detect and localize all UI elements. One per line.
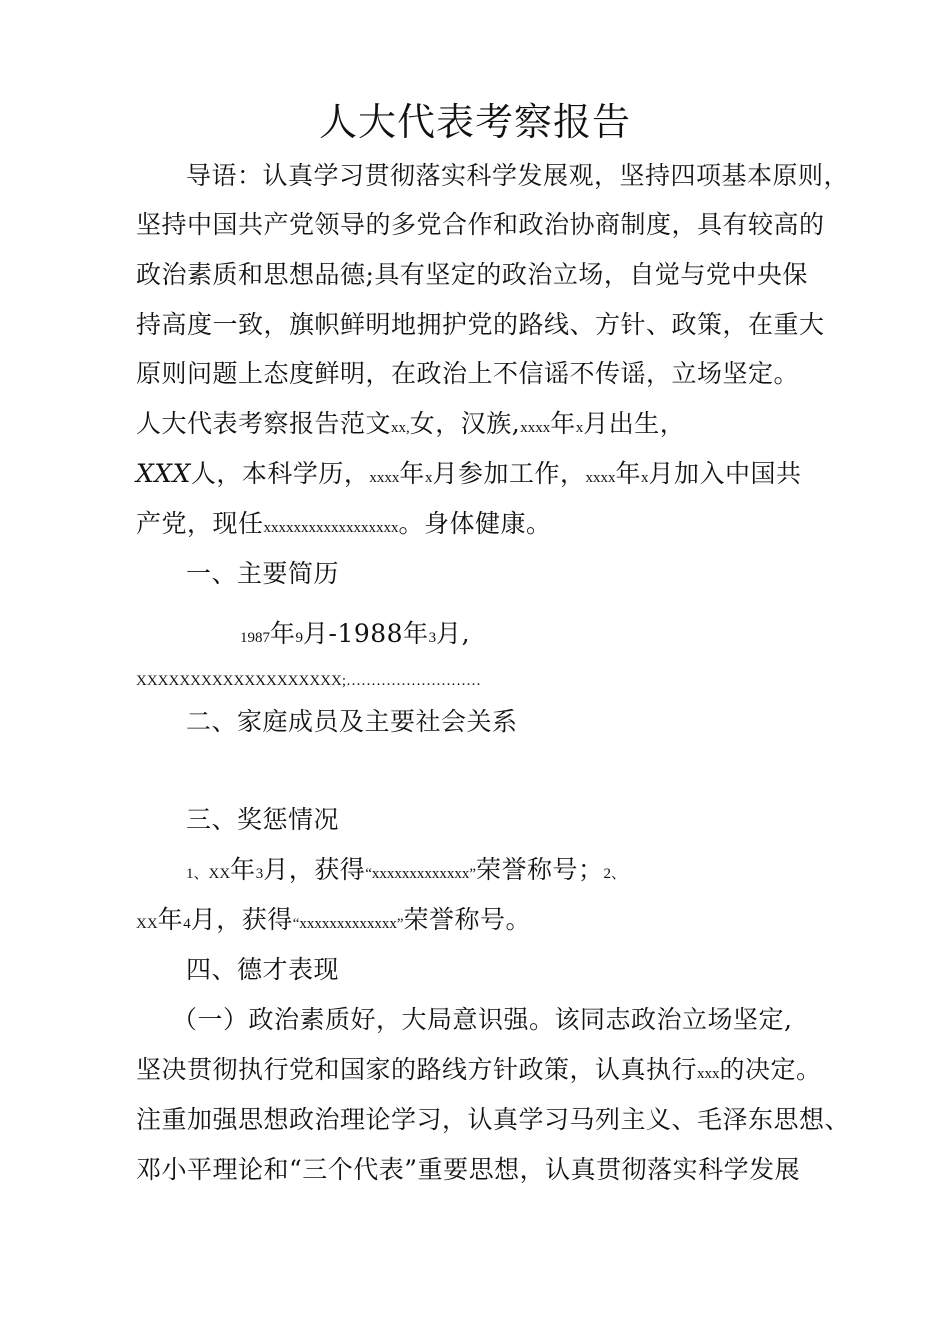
awards-placeholder: XX — [136, 916, 158, 932]
awards-line-1 — [186, 852, 626, 892]
awards-text: 月，获得 — [190, 905, 293, 934]
profile-placeholder: x — [575, 420, 584, 436]
profile-placeholder: x — [640, 470, 649, 486]
awards-line-2 — [136, 902, 531, 942]
section-heading-family: 二、家庭成员及主要社会关系 — [186, 707, 518, 736]
resume-entry-line-1 — [240, 616, 470, 656]
resume-text: 年 — [270, 619, 296, 648]
section-heading-awards: 三、奖惩情况 — [186, 805, 340, 834]
profile-text: 月参加工作， — [432, 459, 586, 488]
profile-text: 。身体健康。 — [398, 509, 552, 538]
resume-text: 月-1988 — [303, 619, 404, 648]
profile-placeholder: xxxx — [520, 420, 551, 436]
performance-placeholder: xxx — [697, 1066, 720, 1082]
intro-line-3: 政治素质和思想品德;具有坚定的政治立场，自觉与党中央保 — [136, 260, 808, 289]
intro-line-1: 导语：认真学习贯彻落实科学发展观，坚持四项基本原则， — [186, 161, 850, 190]
awards-placeholder: 1、XX — [186, 866, 231, 882]
resume-year: 1987 — [240, 630, 270, 646]
intro-line-4: 持高度一致，旗帜鲜明地拥护党的路线、方针、政策，在重大 — [136, 310, 825, 339]
performance-line-3: 注重加强思想政治理论学习，认真学习马列主义、毛泽东思想、 — [136, 1105, 851, 1134]
awards-text: 年 — [157, 905, 184, 934]
profile-text: 年 — [399, 459, 425, 488]
profile-text: 人，本科学历， — [190, 459, 370, 488]
awards-text: 年 — [230, 855, 256, 884]
profile-placeholder: xxxxxxxxxxxxxxxxxx — [263, 520, 399, 536]
awards-text: 荣誉称号。 — [403, 905, 532, 934]
profile-text: 产党，现任 — [136, 509, 264, 538]
performance-text: 的决定。 — [719, 1055, 822, 1084]
awards-text: 月，获得 — [263, 855, 366, 884]
profile-text: 月出生， — [583, 409, 686, 438]
section-heading-resume: 一、主要简历 — [186, 559, 340, 588]
profile-placeholder: xx, — [391, 420, 410, 436]
profile-text: 人大代表考察报告范文 — [136, 409, 392, 438]
profile-placeholder: x — [424, 470, 433, 486]
profile-placeholder: xxxx — [585, 470, 616, 486]
performance-text: 坚决贯彻执行党和国家的路线方针政策，认真执行 — [136, 1055, 698, 1084]
awards-placeholder: 4 — [183, 916, 191, 932]
section-heading-performance: 四、德才表现 — [186, 955, 340, 984]
intro-line-5: 原则问题上态度鲜明，在政治上不信谣不传谣，立场坚定。 — [136, 359, 800, 388]
profile-text: 年 — [615, 459, 641, 488]
awards-placeholder: “xxxxxxxxxxxxx” — [365, 866, 477, 882]
awards-text: 荣誉称号； — [476, 855, 604, 884]
resume-entry-line-2: XXXXXXXXXXXXXXXXXXX;……………………… — [136, 673, 481, 689]
profile-line-3 — [136, 506, 552, 546]
performance-line-4: 邓小平理论和“三个代表”重要思想，认真贯彻落实科学发展 — [136, 1155, 801, 1184]
resume-month: 3 — [428, 630, 437, 646]
awards-placeholder: “xxxxxxxxxxxxx” — [292, 916, 404, 932]
document-title: 人大代表考察报告 — [318, 100, 631, 144]
profile-line-1 — [136, 406, 685, 446]
profile-line-2 — [136, 456, 801, 496]
profile-placeholder: xxxx — [369, 470, 400, 486]
resume-text: 月, — [436, 619, 471, 648]
performance-line-1: （一）政治素质好，大局意识强。该同志政治立场坚定, — [172, 1005, 793, 1034]
awards-placeholder: 2、 — [603, 866, 627, 882]
resume-month: 9 — [295, 630, 304, 646]
intro-line-2: 坚持中国共产党领导的多党合作和政治协商制度，具有较高的 — [136, 210, 825, 239]
profile-text: 女，汉族, — [409, 409, 521, 438]
profile-placeholder: XXX — [136, 459, 191, 488]
resume-text: 年 — [403, 619, 429, 648]
awards-placeholder: 3 — [255, 866, 264, 882]
profile-text: 月加入中国共 — [648, 459, 802, 488]
profile-text: 年 — [550, 409, 576, 438]
performance-line-2 — [136, 1052, 822, 1092]
